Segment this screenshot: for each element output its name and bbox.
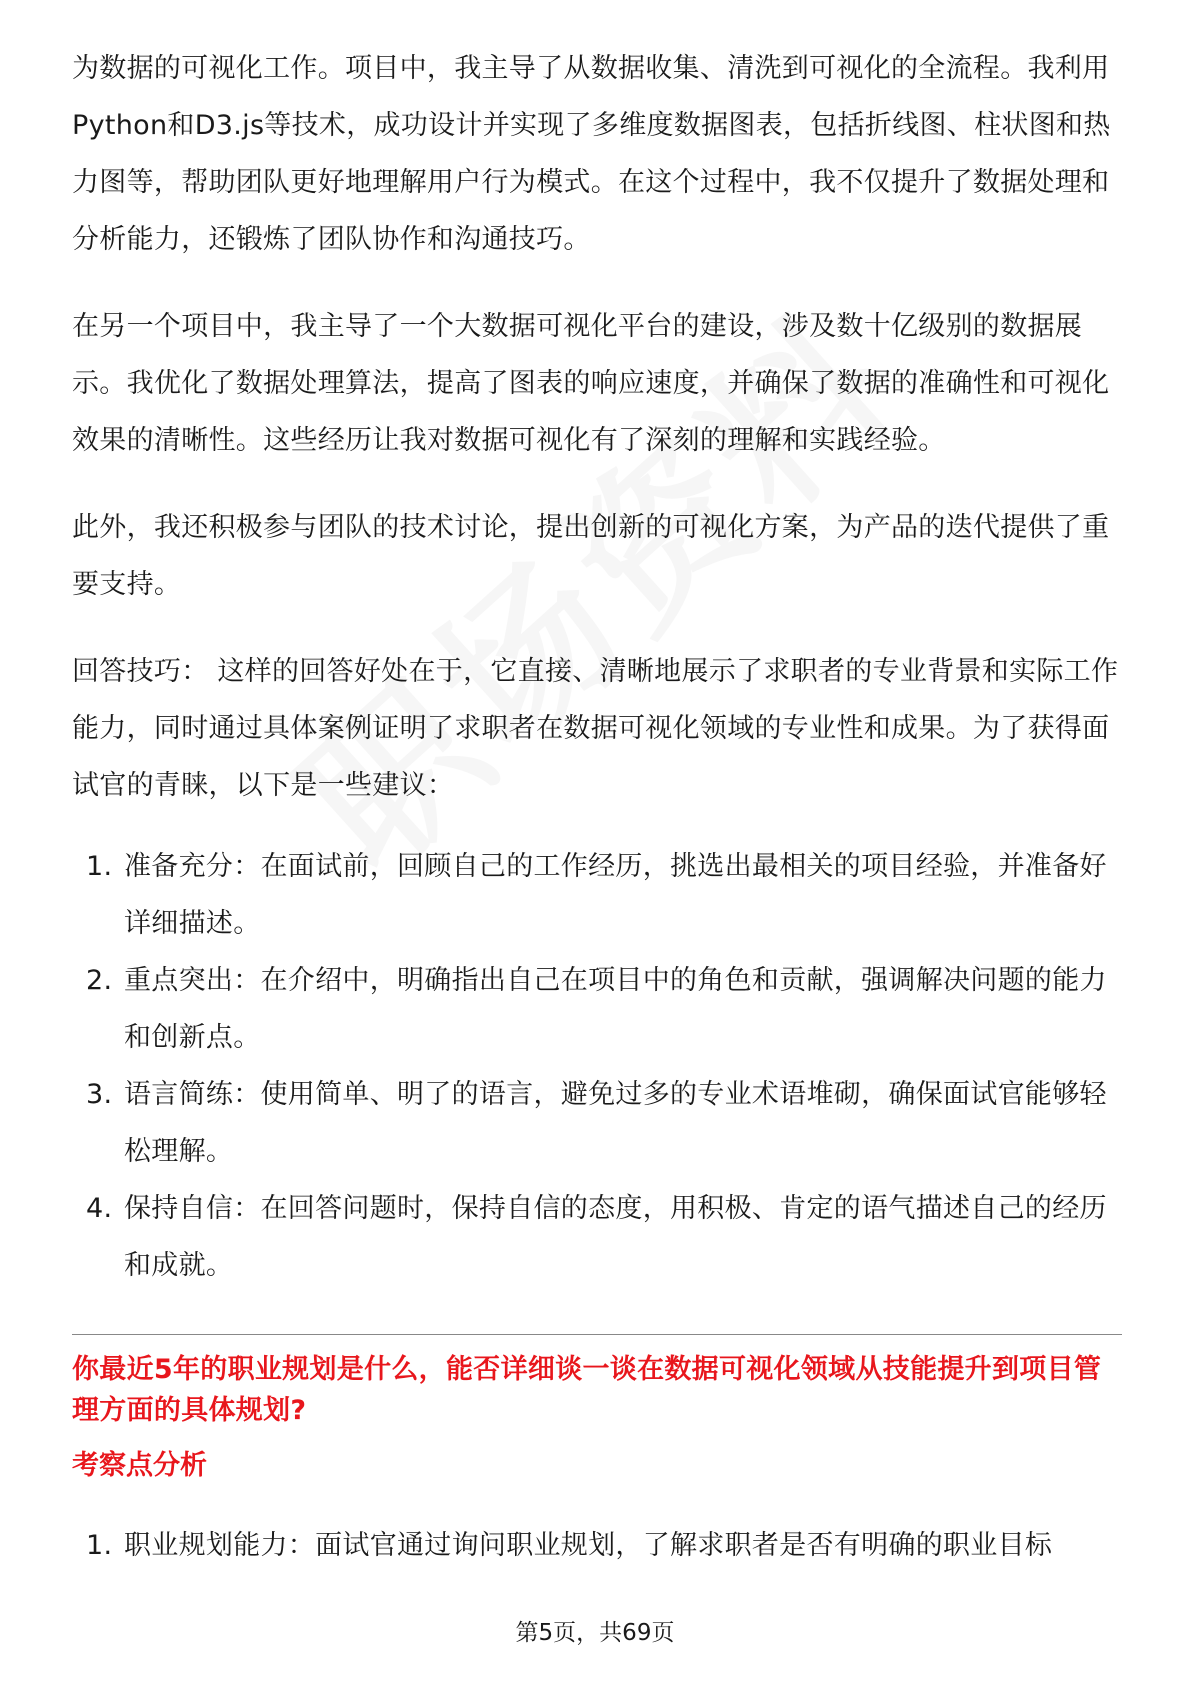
list-number: 2. bbox=[86, 965, 113, 996]
suggestion-text: 保持自信：在回答问题时，保持自信的态度，用积极、肯定的语气描述自己的经历和成就。 bbox=[124, 1193, 1107, 1281]
suggestion-text: 重点突出：在介绍中，明确指出自己在项目中的角色和贡献，强调解决问题的能力和创新点。 bbox=[124, 965, 1107, 1053]
suggestions-list-block bbox=[72, 838, 1122, 1294]
list-number: 3. bbox=[86, 1079, 113, 1110]
list-number: 4. bbox=[86, 1193, 113, 1224]
suggestion-item bbox=[72, 838, 1122, 952]
paragraph-3: 此外，我还积极参与团队的技术讨论，提出创新的可视化方案，为产品的迭代提供了重要支持。 bbox=[72, 512, 1110, 600]
suggestion-item bbox=[72, 952, 1122, 1066]
suggestions-list bbox=[72, 838, 1122, 1294]
analysis-title: 考察点分析 bbox=[72, 1450, 207, 1481]
analysis-item bbox=[72, 1517, 1122, 1574]
list-number: 1. bbox=[86, 851, 113, 882]
suggestion-text: 语言简练：使用简单、明了的语言，避免过多的专业术语堆砌，确保面试官能够轻松理解。 bbox=[124, 1079, 1107, 1167]
list-number: 1. bbox=[86, 1530, 113, 1561]
tips-text: 这样的回答好处在于，它直接、清晰地展示了求职者的专业背景和实际工作能力，同时通过具体案例证明了求职者在数据可视化领域的专业性和成果。为了获得面试官的青睐，以下是一些建议： bbox=[72, 656, 1119, 801]
tips-label: 回答技巧： bbox=[72, 656, 209, 687]
suggestion-text: 准备充分：在面试前，回顾自己的工作经历，挑选出最相关的项目经验，并准备好详细描述。 bbox=[124, 851, 1107, 939]
analysis-list bbox=[72, 1517, 1122, 1574]
analysis-text: 职业规划能力：面试官通过询问职业规划，了解求职者是否有明确的职业目标 bbox=[124, 1530, 1053, 1561]
suggestion-item bbox=[72, 1066, 1122, 1180]
suggestion-item bbox=[72, 1180, 1122, 1294]
paragraph-1: 为数据的可视化工作。项目中，我主导了从数据收集、清洗到可视化的全流程。我利用Python和D3.js等技术，成功设计并实现了多维度数据图表，包括折线图、柱状图和热力图等，帮助团队更好地理解用户行为模式。在这个过程中，我不仅提升了数据处理和分析能力，还锻炼了团队协作和沟通技巧。 bbox=[72, 53, 1111, 255]
page-footer: 第5页，共69页 bbox=[515, 1620, 675, 1646]
question-heading: 你最近5年的职业规划是什么，能否详细谈一谈在数据可视化领域从技能提升到项目管理方面的具体规划? bbox=[72, 1354, 1102, 1426]
tips-paragraph bbox=[72, 643, 1122, 814]
page-content bbox=[72, 40, 1122, 1574]
paragraph-2: 在另一个项目中，我主导了一个大数据可视化平台的建设，涉及数十亿级别的数据展示。我优化了数据处理算法，提高了图表的响应速度，并确保了数据的准确性和可视化效果的清晰性。这些经历让我对数据可视化有了深刻的理解和实践经验。 bbox=[72, 311, 1110, 456]
section-divider bbox=[72, 1334, 1122, 1335]
